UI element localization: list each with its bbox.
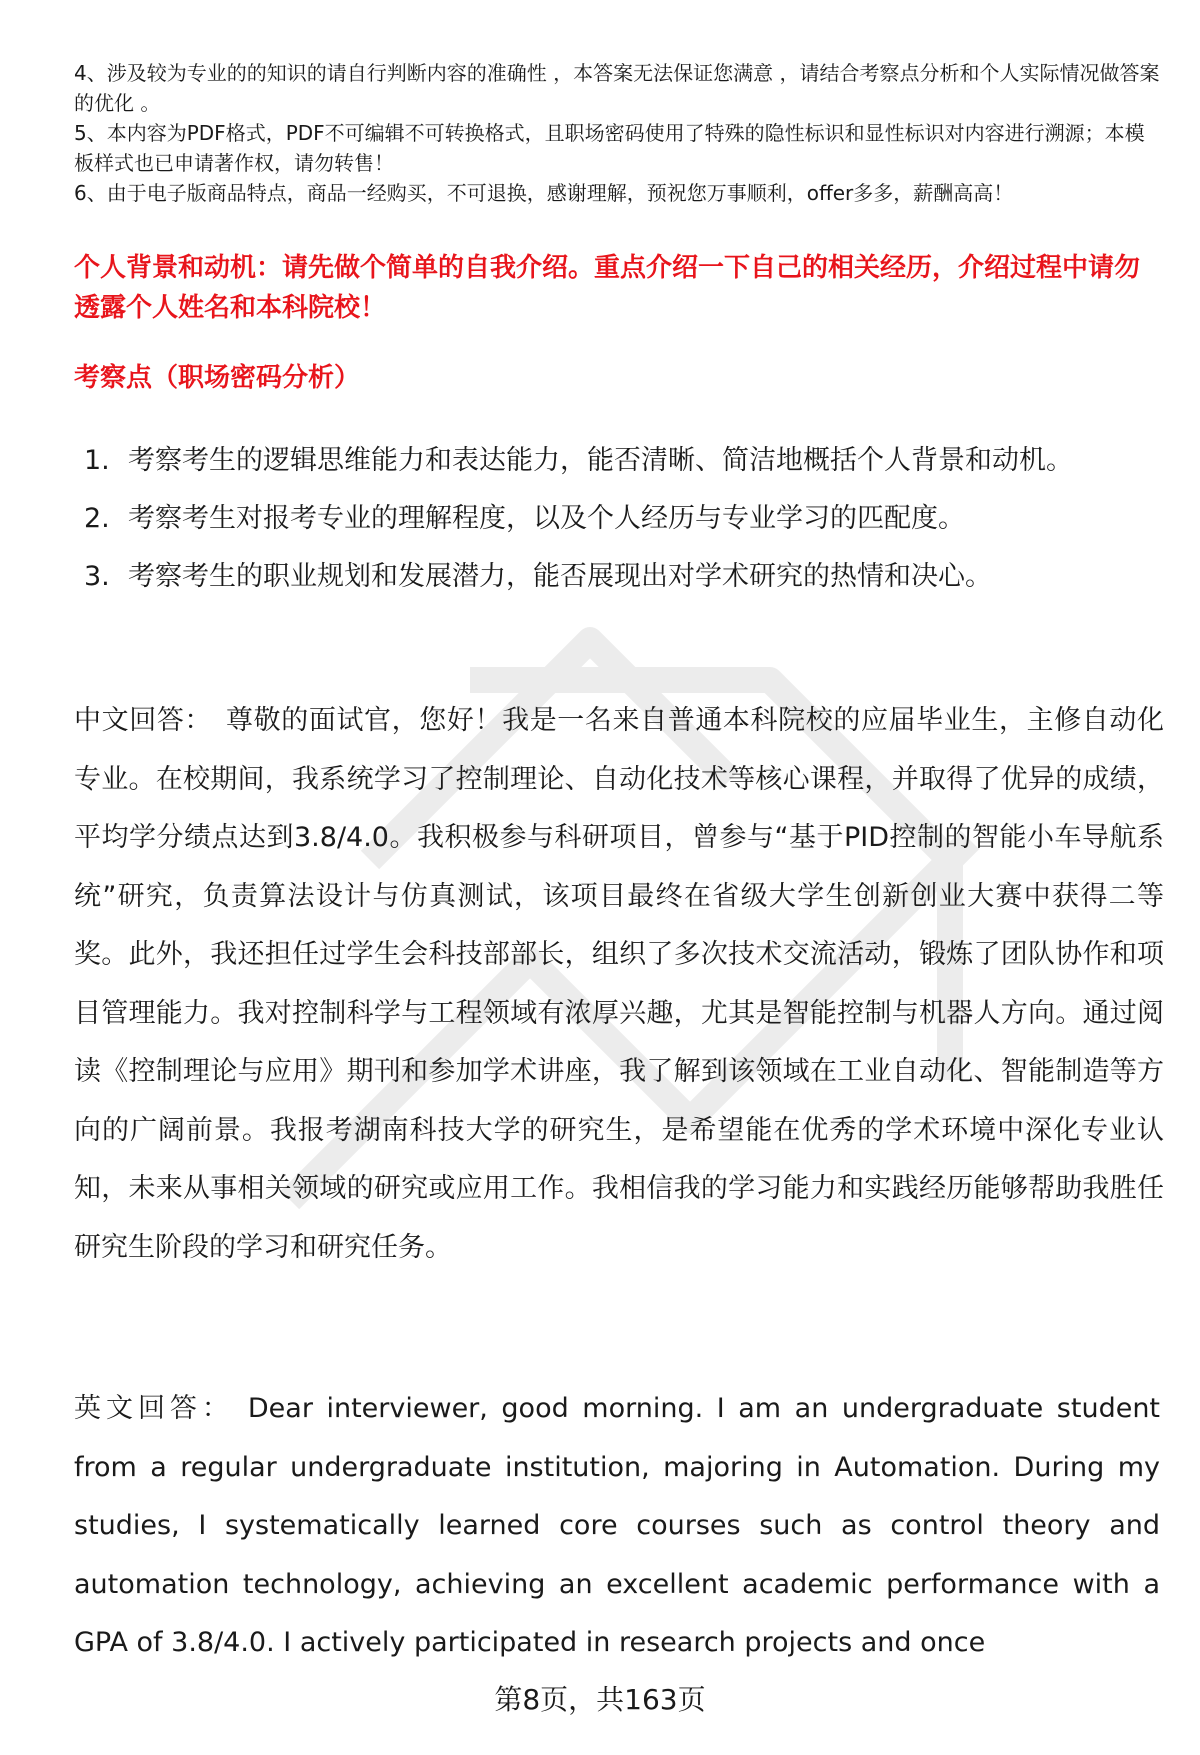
list-item bbox=[74, 432, 1154, 490]
english-answer bbox=[74, 1380, 1160, 1673]
points-list bbox=[74, 432, 1154, 606]
list-number: 2. bbox=[84, 503, 110, 534]
notice-item: 4、涉及较为专业的的知识的请自行判断内容的准确性 ，本答案无法保证您满意 ，请结合考察点分析和个人实际情况做答案的优化 。 bbox=[74, 61, 1160, 115]
page-number: 第8页，共163页 bbox=[494, 1683, 706, 1716]
list-item bbox=[74, 548, 1154, 606]
list-number: 3. bbox=[84, 561, 110, 592]
list-item bbox=[74, 490, 1154, 548]
chinese-answer bbox=[74, 692, 1164, 1277]
answer-label: 中文回答： bbox=[74, 705, 213, 736]
list-text: 考察考生的职业规划和发展潜力，能否展现出对学术研究的热情和决心。 bbox=[128, 561, 992, 592]
answer-text: 尊敬的面试官，您好！我是一名来自普通本科院校的应届毕业生，主修自动化专业。在校期间，我系统学习了控制理论、自动化技术等核心课程，并取得了优异的成绩，平均学分绩点达到3.8/4.0。我积极参与科研项目，曾参与“基于PID控制的智能小车导航系统”研究，负责算法设计与仿真测试，该项目最终在省级大学生创新创业大赛中获得二等奖。此外，我还担任过学生会科技部部长，组织了多次技术交流活动，锻炼了团队协作和项目管理能力。我对控制科学与工程领域有浓厚兴趣，尤其是智能控制与机器人方向。通过阅读《控制理论与应用》期刊和参加学术讲座，我了解到该领域在工业自动化、智能制造等方向的广阔前景。我报考湖南科技大学的研究生，是希望能在优秀的学术环境中深化专业认知，未来从事相关领域的研究或应用工作。我相信我的学习能力和实践经历能够帮助我胜任研究生阶段的学习和研究任务。 bbox=[74, 705, 1165, 1263]
notice-item: 6、由于电子版商品特点，商品一经购买，不可退换，感谢理解，预祝您万事顺利，offer多多，薪酬高高！ bbox=[74, 181, 1014, 205]
notice-section bbox=[74, 58, 1164, 208]
answer-text: Dear interviewer, good morning. I am an undergraduate student from a regular undergraduate institution, majoring in Automation. During my studies, I systematically learned core courses such as control theory and automation technology, achieving an excellent academic performance with a GPA of 3.8/4.0. I actively participated in research projects and once bbox=[74, 1393, 1161, 1658]
notice-item: 5、本内容为PDF格式，PDF不可编辑不可转换格式，且职场密码使用了特殊的隐性标识和显性标识对内容进行溯源；本模板样式也已申请著作权，请勿转售！ bbox=[74, 121, 1145, 175]
list-number: 1. bbox=[84, 445, 110, 476]
list-text: 考察考生对报考专业的理解程度，以及个人经历与专业学习的匹配度。 bbox=[128, 503, 965, 534]
list-text: 考察考生的逻辑思维能力和表达能力，能否清晰、简洁地概括个人背景和动机。 bbox=[128, 445, 1073, 476]
answer-label: 英文回答： bbox=[74, 1393, 234, 1424]
points-heading: 考察点（职场密码分析） bbox=[74, 363, 361, 393]
question-heading: 个人背景和动机：请先做个简单的自我介绍。重点介绍一下自己的相关经历，介绍过程中请勿透露个人姓名和本科院校！ bbox=[74, 253, 1141, 323]
